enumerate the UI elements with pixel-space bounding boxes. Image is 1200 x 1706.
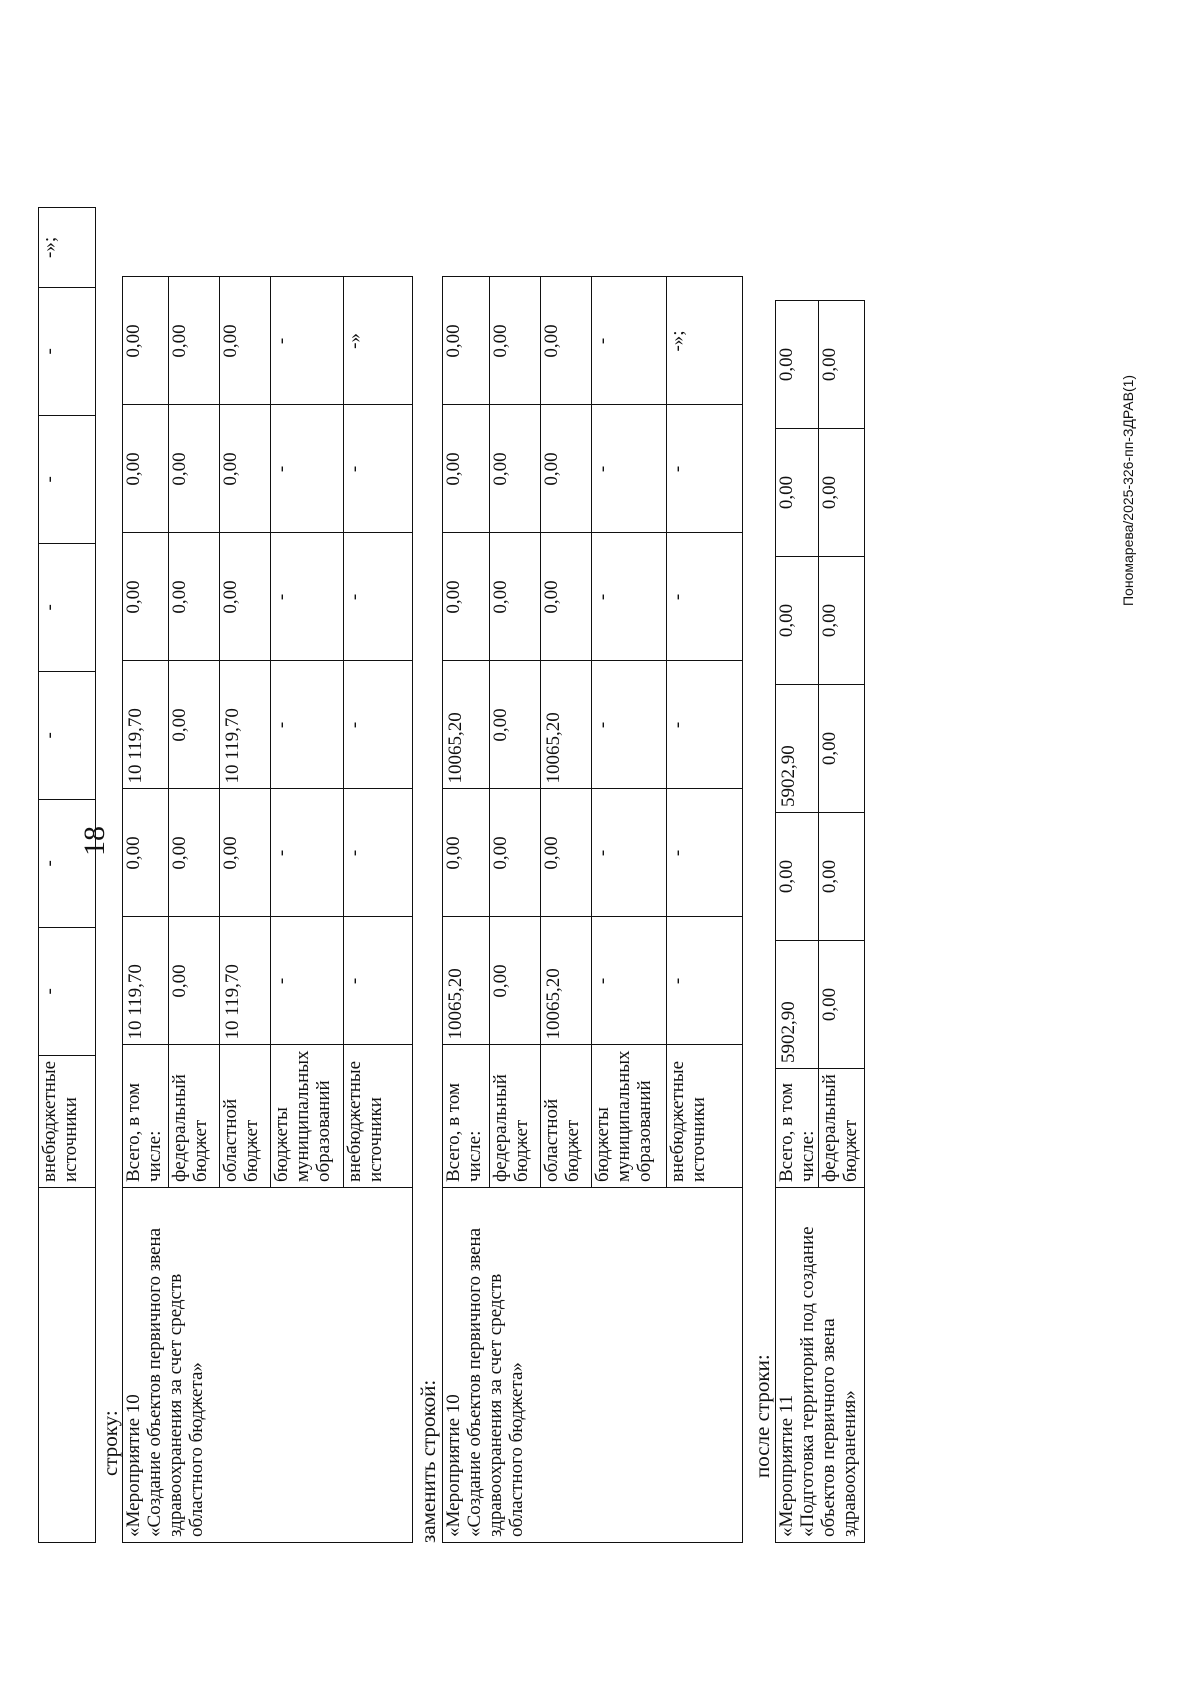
value-cell: 0,00 xyxy=(776,429,819,557)
value-cell: - xyxy=(592,277,667,405)
value-cell: 0,00 xyxy=(819,557,865,685)
value-cell: 5902,90 xyxy=(776,685,819,813)
measure-cell xyxy=(776,1188,865,1543)
value-cell: 0,00 xyxy=(819,941,865,1069)
value-cell: - xyxy=(271,789,344,917)
value-cell: - xyxy=(592,405,667,533)
source-cell: бюджеты муниципальных образований xyxy=(271,1045,344,1188)
source-cell: областной бюджет xyxy=(220,1045,271,1188)
table-fragment-top xyxy=(38,207,96,1543)
source-label: Всего, в том числе: xyxy=(776,1082,818,1182)
value-cell: - xyxy=(39,799,96,927)
value-cell: 0,00 xyxy=(220,789,271,917)
value-cell: 0,00 xyxy=(541,789,592,917)
table-after-row xyxy=(775,220,865,1543)
value-cell: - xyxy=(344,917,413,1045)
value-cell: 0,00 xyxy=(541,533,592,661)
value-cell: 0,00 xyxy=(169,405,220,533)
value-cell: 10 119,70 xyxy=(220,917,271,1045)
value-cell: - xyxy=(344,405,413,533)
value-cell: 0,00 xyxy=(776,813,819,941)
measure-description: «Создание объектов первичного звена здравоохранения за счет средств областного бюджета» xyxy=(464,1227,527,1537)
value-cell: - xyxy=(667,789,743,917)
empty-cell xyxy=(39,1188,96,1543)
value-cell: - xyxy=(667,533,743,661)
source-cell xyxy=(443,1045,490,1188)
caption-new-row: заменить строкой: xyxy=(416,1379,440,1543)
source-cell xyxy=(776,1069,819,1188)
caption-old-row: строку: xyxy=(98,1410,122,1476)
value-cell: 0,00 xyxy=(490,533,541,661)
value-cell: 0,00 xyxy=(443,533,490,661)
source-cell: внебюджетные источники xyxy=(667,1045,743,1188)
value-cell: - xyxy=(667,661,743,789)
value-cell: - xyxy=(271,277,344,405)
value-cell: 0,00 xyxy=(776,557,819,685)
value-cell: 0,00 xyxy=(123,533,169,661)
value-cell: 10065,20 xyxy=(541,917,592,1045)
measure-cell xyxy=(443,1188,743,1543)
table-old-row xyxy=(122,196,413,1543)
value-cell: - xyxy=(344,661,413,789)
value-cell: 0,00 xyxy=(490,789,541,917)
source-cell: федеральный бюджет xyxy=(490,1045,541,1188)
value-cell: - xyxy=(271,533,344,661)
value-cell: - xyxy=(667,405,743,533)
value-cell: 10065,20 xyxy=(443,661,490,789)
source-cell: бюджеты муниципальных образований xyxy=(592,1045,667,1188)
measure-description: «Создание объектов первичного звена здравоохранения за счет средств областного бюджета» xyxy=(144,1227,207,1537)
source-cell: областной бюджет xyxy=(541,1045,592,1188)
value-cell: 5902,90 xyxy=(776,941,819,1069)
value-cell: 0,00 xyxy=(169,917,220,1045)
value-cell: -» xyxy=(344,277,413,405)
value-cell: 0,00 xyxy=(490,277,541,405)
value-cell: 0,00 xyxy=(123,277,169,405)
value-cell: -»; xyxy=(667,277,743,405)
value-cell: 0,00 xyxy=(819,429,865,557)
caption-after-row: после строки: xyxy=(750,1354,774,1478)
value-cell: - xyxy=(344,789,413,917)
value-cell: 0,00 xyxy=(123,405,169,533)
value-cell: 0,00 xyxy=(776,301,819,429)
value-cell: 0,00 xyxy=(490,661,541,789)
value-cell: 10065,20 xyxy=(443,917,490,1045)
measure-title: «Мероприятие 11 xyxy=(776,1394,797,1537)
value-cell: 0,00 xyxy=(443,789,490,917)
value-cell: - xyxy=(39,287,96,415)
value-cell: 0,00 xyxy=(169,533,220,661)
measure-title: «Мероприятие 10 xyxy=(123,1394,144,1537)
value-cell: 0,00 xyxy=(169,789,220,917)
source-cell: федеральный бюджет xyxy=(819,1069,865,1188)
measure-description: «Подготовка территорий под создание объектов первичного звена здравоохранения» xyxy=(797,1226,860,1537)
measure-title: «Мероприятие 10 xyxy=(443,1394,464,1537)
value-cell: -»; xyxy=(39,207,96,287)
value-cell: 0,00 xyxy=(819,813,865,941)
page-number: 18 xyxy=(78,826,111,856)
value-cell: 0,00 xyxy=(169,661,220,789)
measure-cell xyxy=(123,1188,413,1543)
value-cell: - xyxy=(592,533,667,661)
source-cell: внебюджетные источники xyxy=(39,1055,96,1187)
value-cell: - xyxy=(271,405,344,533)
value-cell: 0,00 xyxy=(819,685,865,813)
value-cell: - xyxy=(667,917,743,1045)
value-cell: 0,00 xyxy=(443,405,490,533)
value-cell: 10 119,70 xyxy=(123,917,169,1045)
value-cell: 10 119,70 xyxy=(220,661,271,789)
value-cell: 0,00 xyxy=(220,277,271,405)
value-cell: - xyxy=(592,917,667,1045)
value-cell: 0,00 xyxy=(541,277,592,405)
value-cell: - xyxy=(39,415,96,543)
value-cell: 0,00 xyxy=(169,277,220,405)
source-label: Всего, в том числе: xyxy=(123,1082,165,1182)
value-cell: 0,00 xyxy=(220,533,271,661)
value-cell: - xyxy=(592,789,667,917)
value-cell: 0,00 xyxy=(490,405,541,533)
value-cell: 0,00 xyxy=(220,405,271,533)
value-cell: 10 119,70 xyxy=(123,661,169,789)
table-new-row xyxy=(442,196,743,1543)
source-cell: внебюджетные источники xyxy=(344,1045,413,1188)
value-cell: 0,00 xyxy=(490,917,541,1045)
value-cell: - xyxy=(271,661,344,789)
source-cell: федеральный бюджет xyxy=(169,1045,220,1188)
source-cell xyxy=(123,1045,169,1188)
document-id-footer: Пономарева/2025-326-пп-ЗДРАВ(1) xyxy=(1120,374,1136,606)
value-cell: - xyxy=(39,671,96,799)
value-cell: 0,00 xyxy=(819,301,865,429)
source-label: Всего, в том числе: xyxy=(443,1082,485,1182)
value-cell: 10065,20 xyxy=(541,661,592,789)
value-cell: 0,00 xyxy=(541,405,592,533)
value-cell: - xyxy=(39,927,96,1055)
value-cell: - xyxy=(344,533,413,661)
value-cell: 0,00 xyxy=(443,277,490,405)
value-cell: 0,00 xyxy=(123,789,169,917)
value-cell: - xyxy=(39,543,96,671)
value-cell: - xyxy=(271,917,344,1045)
value-cell: - xyxy=(592,661,667,789)
